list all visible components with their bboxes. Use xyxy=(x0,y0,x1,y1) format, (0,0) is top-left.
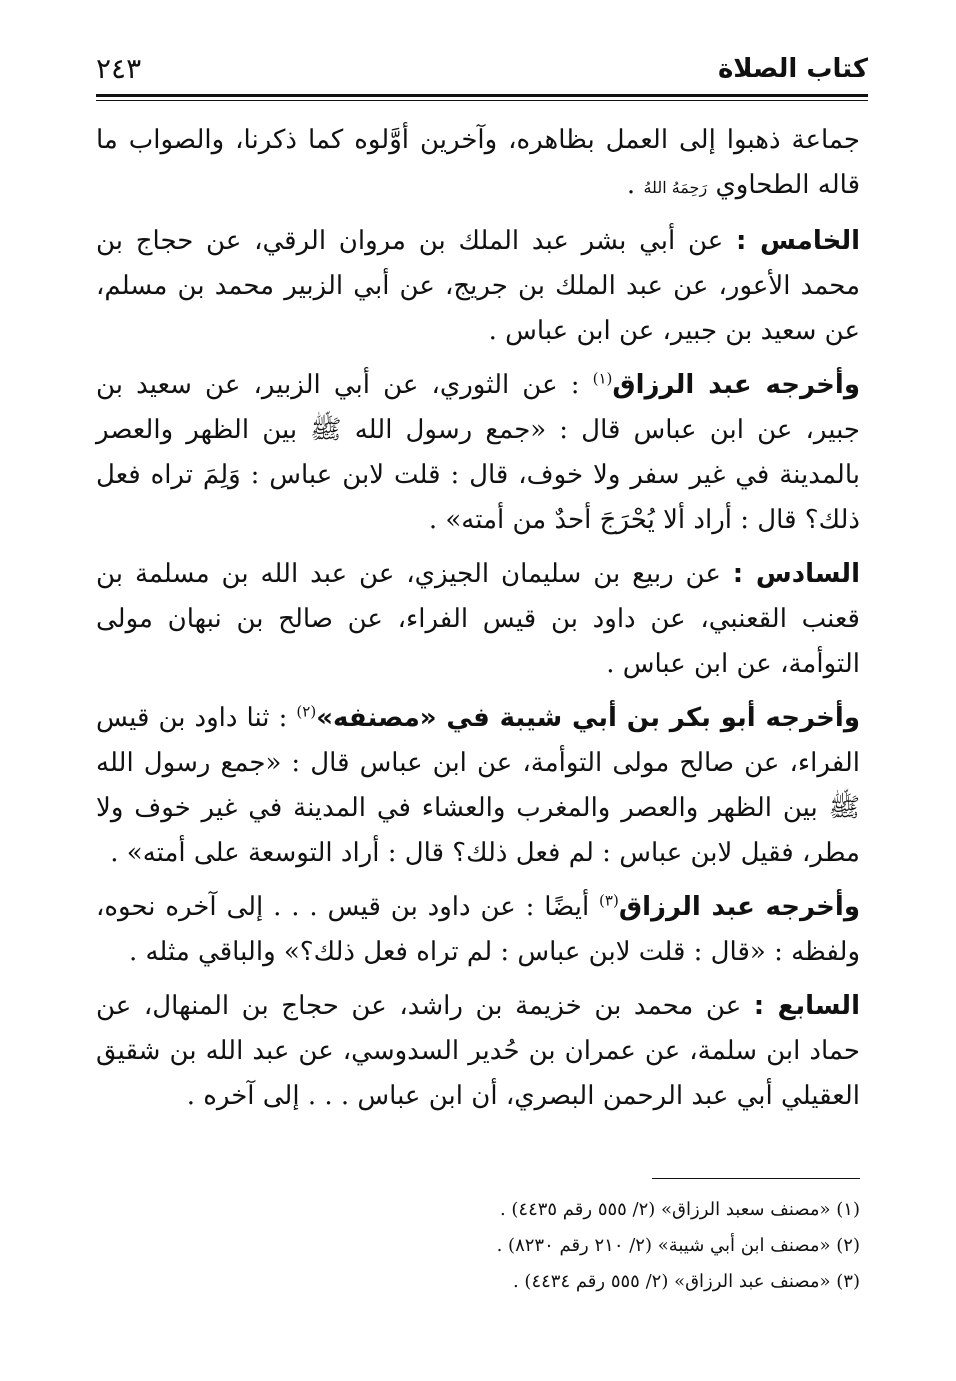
running-title: كتاب الصلاة xyxy=(717,54,868,84)
paragraph-tail: . xyxy=(626,170,644,200)
paragraph-text: عن أبي بشر عبد الملك بن مروان الرقي، عن حجاج بن محمد الأعور، عن عبد الملك بن جريج، عن أبي الزبير محمد بن مسلم، عن سعيد بن جبير، عن ابن عباس . xyxy=(96,226,860,346)
paragraph-lead: الخامس : xyxy=(736,226,860,256)
paragraph-abdulrazzaq-1 xyxy=(96,363,860,543)
footnote-ref[interactable]: (٢) xyxy=(296,702,317,721)
paragraph-text: : عن الثوري، عن أبي الزبير، عن سعيد بن جبير، عن ابن عباس قال : «جمع رسول الله ﷺ بين الظهر والعصر بالمدينة في غير سفر ولا خوف، قال : قلت لابن عباس : وَلِمَ تراه فعل ذلك؟ قال : أراد ألا يُحْرَجَ أحدٌ من أمته» . xyxy=(96,370,860,535)
paragraph-seventh-chain xyxy=(96,984,860,1119)
paragraph-text: عن ربيع بن سليمان الجيزي، عن عبد الله بن مسلمة بن قعنب القعنبي، عن داود بن قيس الفراء، عن صالح بن نبهان مولى التوأمة، عن ابن عباس . xyxy=(96,559,860,679)
footnote-ref[interactable]: (٣) xyxy=(599,891,619,910)
paragraph-text: أيضًا : عن داود بن قيس . . . إلى آخره نحوه، ولفظه : «قال : قلت لابن عباس : لم تراه فعل ذلك؟» والباقي مثله . xyxy=(96,892,860,967)
paragraph-lead: السادس : xyxy=(732,559,860,589)
paragraph-text: عن محمد بن خزيمة بن راشد، عن حجاج بن المنهال، عن حماد ابن سلمة، عن عمران بن حُدير السدوسي، عن عبد الله بن شقيق العقيلي أبي عبد الرحمن البصري، أن ابن عباس . . . إلى آخره . xyxy=(96,991,860,1111)
footnotes xyxy=(96,1192,860,1300)
paragraph-ibn-abi-shaybah xyxy=(96,696,860,876)
paragraph-fifth-chain xyxy=(96,219,860,354)
main-text xyxy=(96,118,860,1128)
footnote-3: (٣) «مصنف عبد الرزاق» (٢/ ٥٥٥ رقم ٤٤٣٤) . xyxy=(512,1271,860,1292)
paragraph-lead: وأخرجه عبد الرزاق xyxy=(618,892,860,922)
page-header xyxy=(96,36,868,88)
paragraph-text: : ثنا داود بن قيس الفراء، عن صالح مولى التوأمة، عن ابن عباس قال : «جمع رسول الله ﷺ بين الظهر والعصر والمغرب والعشاء في المدينة في غير خوف ولا مطر، فقيل لابن عباس : لم فعل ذلك؟ قال : أراد التوسعة على أمته» . xyxy=(96,703,860,868)
paragraph-sixth-chain xyxy=(96,552,860,687)
page-number: ٢٤٣ xyxy=(96,52,142,85)
footnote-separator xyxy=(652,1178,860,1179)
header-rule-thick xyxy=(96,94,868,97)
paragraph-lead: وأخرجه عبد الرزاق xyxy=(612,370,860,400)
footnote-1: (١) «مصنف سعبد الرزاق» (٢/ ٥٥٥ رقم ٤٤٣٥) . xyxy=(499,1199,860,1220)
footnote-ref[interactable]: (١) xyxy=(592,369,613,388)
footnote-2: (٢) «مصنف ابن أبي شيبة» (٢/ ٢١٠ رقم ٨٢٣٠) . xyxy=(496,1235,860,1256)
honorific: رَحِمَهُ اللهُ xyxy=(643,178,708,197)
paragraph-abdulrazzaq-2 xyxy=(96,885,860,975)
paragraph-intro xyxy=(96,118,860,210)
paragraph-lead: وأخرجه أبو بكر بن أبي شيبة في «مصنفه» xyxy=(316,703,860,733)
header-rule-thin xyxy=(96,100,868,101)
paragraph-lead: السابع : xyxy=(753,991,860,1021)
paragraph-text: جماعة ذهبوا إلى العمل بظاهره، وآخرين أوَّلوه كما ذكرنا، والصواب ما قاله الطحاوي xyxy=(96,125,860,200)
